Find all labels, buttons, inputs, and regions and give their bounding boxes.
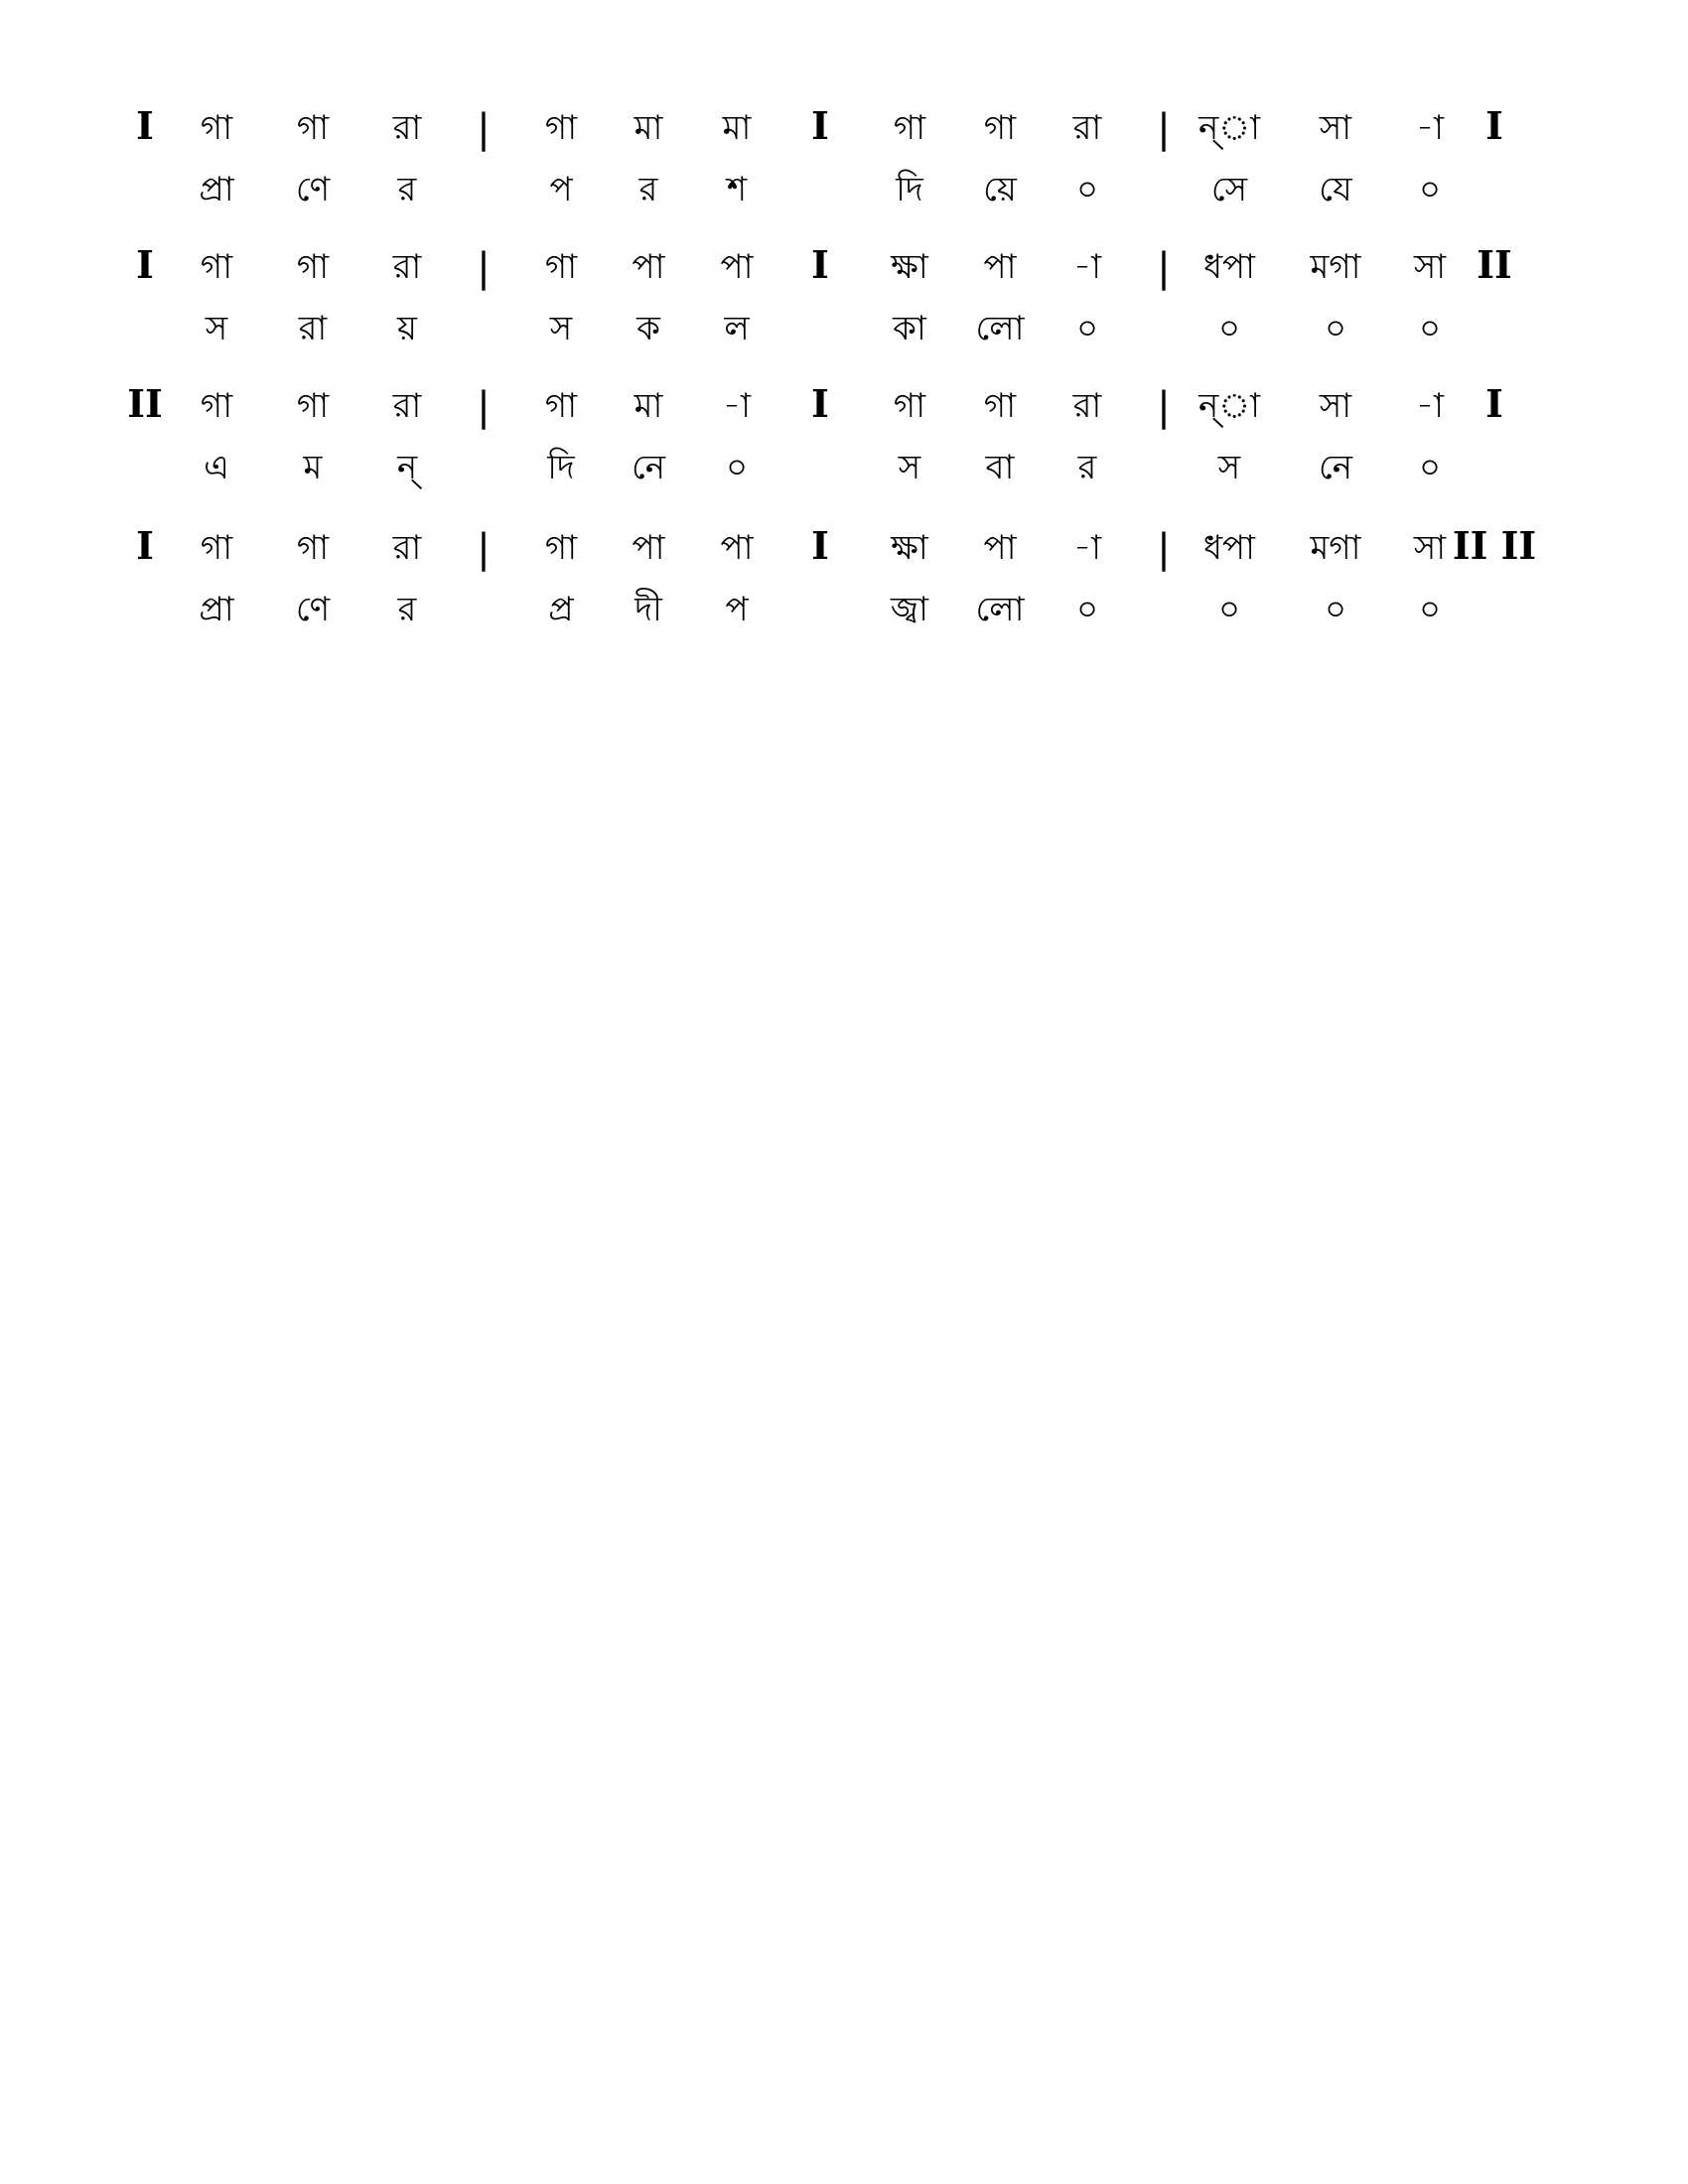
swara-note: -া bbox=[1073, 528, 1101, 568]
lyric-syllable: ০ bbox=[1217, 309, 1241, 348]
swara-note: সা bbox=[1413, 528, 1447, 568]
swara-note: রা bbox=[1072, 386, 1102, 426]
beat-divider: | bbox=[1157, 384, 1171, 430]
beat-divider: | bbox=[1157, 526, 1171, 572]
bar-line: II II bbox=[1452, 523, 1537, 568]
lyric-syllable: প্রা bbox=[199, 170, 234, 209]
lyric-syllable: শ bbox=[726, 170, 748, 209]
lyric-syllable: ০ bbox=[1418, 448, 1442, 487]
lyric-syllable: লো bbox=[975, 309, 1025, 348]
bar-line: I bbox=[136, 103, 154, 148]
lyric-syllable: প bbox=[725, 590, 749, 629]
lyric-syllable: ০ bbox=[725, 448, 749, 487]
beat-divider: | bbox=[477, 526, 491, 572]
swara-note: গা bbox=[983, 108, 1017, 148]
lyric-syllable: ০ bbox=[1075, 170, 1099, 209]
lyric-syllable: য়ে bbox=[983, 170, 1017, 209]
swara-note: সা bbox=[1319, 386, 1352, 426]
swara-note: পা bbox=[720, 528, 754, 568]
bar-line: I bbox=[136, 523, 154, 568]
bar-line: II bbox=[127, 381, 163, 426]
lyric-syllable: নে bbox=[631, 448, 666, 487]
lyric-syllable: দী bbox=[634, 590, 662, 629]
swara-note: ধপা bbox=[1203, 528, 1255, 568]
lyric-syllable: বা bbox=[985, 448, 1015, 487]
lyric-syllable: দি bbox=[896, 170, 923, 209]
lyric-syllable: স bbox=[549, 309, 573, 348]
swara-note: পা bbox=[632, 247, 665, 287]
lyric-syllable: প্র bbox=[548, 590, 574, 629]
swara-note: গা bbox=[893, 386, 926, 426]
lyric-syllable: রা bbox=[298, 309, 328, 348]
lyric-syllable: ন্‌ bbox=[396, 448, 418, 487]
swara-note: গা bbox=[200, 528, 233, 568]
lyric-syllable: সে bbox=[1210, 170, 1248, 209]
lyric-syllable: ণে bbox=[295, 170, 331, 209]
lyric-syllable: ০ bbox=[1075, 309, 1099, 348]
swara-note: রা bbox=[392, 108, 422, 148]
beat-divider: | bbox=[1157, 245, 1171, 291]
lyric-syllable: যে bbox=[1319, 170, 1352, 209]
lyric-syllable: র bbox=[397, 590, 417, 629]
swara-note: গা bbox=[200, 247, 233, 287]
lyric-syllable: ক bbox=[636, 309, 660, 348]
swara-note: -া bbox=[723, 386, 751, 426]
beat-divider: | bbox=[477, 384, 491, 430]
swara-note: মা bbox=[722, 108, 752, 148]
swara-note: পা bbox=[983, 528, 1017, 568]
lyric-syllable: ণে bbox=[295, 590, 331, 629]
swara-note: রা bbox=[1072, 108, 1102, 148]
lyric-syllable: স bbox=[205, 309, 228, 348]
lyric-syllable: র bbox=[638, 170, 658, 209]
lyric-syllable: স bbox=[1217, 448, 1241, 487]
swara-note: গা bbox=[296, 247, 330, 287]
swara-note: গা bbox=[893, 108, 926, 148]
swara-note: গা bbox=[200, 386, 233, 426]
lyric-syllable: প্রা bbox=[199, 590, 234, 629]
lyric-syllable: কা bbox=[893, 309, 926, 348]
lyric-syllable: র bbox=[1077, 448, 1097, 487]
swara-note: মগা bbox=[1310, 528, 1361, 568]
swara-note: গা bbox=[296, 386, 330, 426]
swara-note: -া bbox=[1416, 386, 1444, 426]
swara-note: গা bbox=[983, 386, 1017, 426]
notation-line bbox=[0, 242, 1688, 379]
swara-note: মা bbox=[633, 386, 663, 426]
bar-line: I bbox=[811, 523, 829, 568]
notation-line bbox=[0, 103, 1688, 240]
lyric-syllable: ০ bbox=[1324, 309, 1347, 348]
swara-note: ধপা bbox=[1203, 247, 1255, 287]
lyric-syllable: ম bbox=[303, 448, 323, 487]
swara-note: রা bbox=[392, 528, 422, 568]
swara-note: ন্‌া bbox=[1198, 108, 1260, 148]
bar-line: I bbox=[811, 381, 829, 426]
swara-note: পা bbox=[632, 528, 665, 568]
lyric-syllable: ০ bbox=[1324, 590, 1347, 629]
swara-note: রা bbox=[392, 247, 422, 287]
swara-note: গা bbox=[544, 528, 578, 568]
swara-note: গা bbox=[544, 386, 578, 426]
beat-divider: | bbox=[477, 106, 491, 152]
swara-note: গা bbox=[296, 108, 330, 148]
lyric-syllable: ০ bbox=[1418, 170, 1442, 209]
swara-note: সা bbox=[1413, 247, 1447, 287]
swara-note: পা bbox=[720, 247, 754, 287]
bar-line: I bbox=[811, 242, 829, 287]
lyric-syllable: দি bbox=[547, 448, 575, 487]
beat-divider: | bbox=[1157, 106, 1171, 152]
lyric-syllable: র bbox=[397, 170, 417, 209]
lyric-syllable: লো bbox=[975, 590, 1025, 629]
swara-note: -া bbox=[1073, 247, 1101, 287]
lyric-syllable: ০ bbox=[1418, 590, 1442, 629]
lyric-syllable: ০ bbox=[1217, 590, 1241, 629]
swara-note: ক্ষা bbox=[891, 528, 928, 568]
swara-note: সা bbox=[1319, 108, 1352, 148]
lyric-syllable: এ bbox=[204, 448, 229, 487]
swara-note: মগা bbox=[1310, 247, 1361, 287]
swara-note: -া bbox=[1416, 108, 1444, 148]
lyric-syllable: স bbox=[898, 448, 921, 487]
swara-note: গা bbox=[296, 528, 330, 568]
swara-note: গা bbox=[544, 108, 578, 148]
swara-note: গা bbox=[544, 247, 578, 287]
lyric-syllable: য় bbox=[396, 309, 418, 348]
bar-line: I bbox=[1485, 381, 1503, 426]
swara-note: গা bbox=[200, 108, 233, 148]
beat-divider: | bbox=[477, 245, 491, 291]
bar-line: I bbox=[1485, 103, 1503, 148]
bar-line: I bbox=[136, 242, 154, 287]
swara-note: ন্‌া bbox=[1198, 386, 1260, 426]
lyric-syllable: প bbox=[549, 170, 573, 209]
lyric-syllable: নে bbox=[1318, 448, 1353, 487]
lyric-syllable: ল bbox=[724, 309, 750, 348]
notation-line bbox=[0, 523, 1688, 660]
lyric-syllable: ০ bbox=[1418, 309, 1442, 348]
swara-note: পা bbox=[983, 247, 1017, 287]
bar-line: II bbox=[1477, 242, 1512, 287]
swara-note: রা bbox=[392, 386, 422, 426]
lyric-syllable: জ্বা bbox=[890, 590, 929, 629]
bar-line: I bbox=[811, 103, 829, 148]
lyric-syllable: ০ bbox=[1075, 590, 1099, 629]
notation-line bbox=[0, 381, 1688, 518]
swara-note: মা bbox=[633, 108, 663, 148]
swara-note: ক্ষা bbox=[891, 247, 928, 287]
